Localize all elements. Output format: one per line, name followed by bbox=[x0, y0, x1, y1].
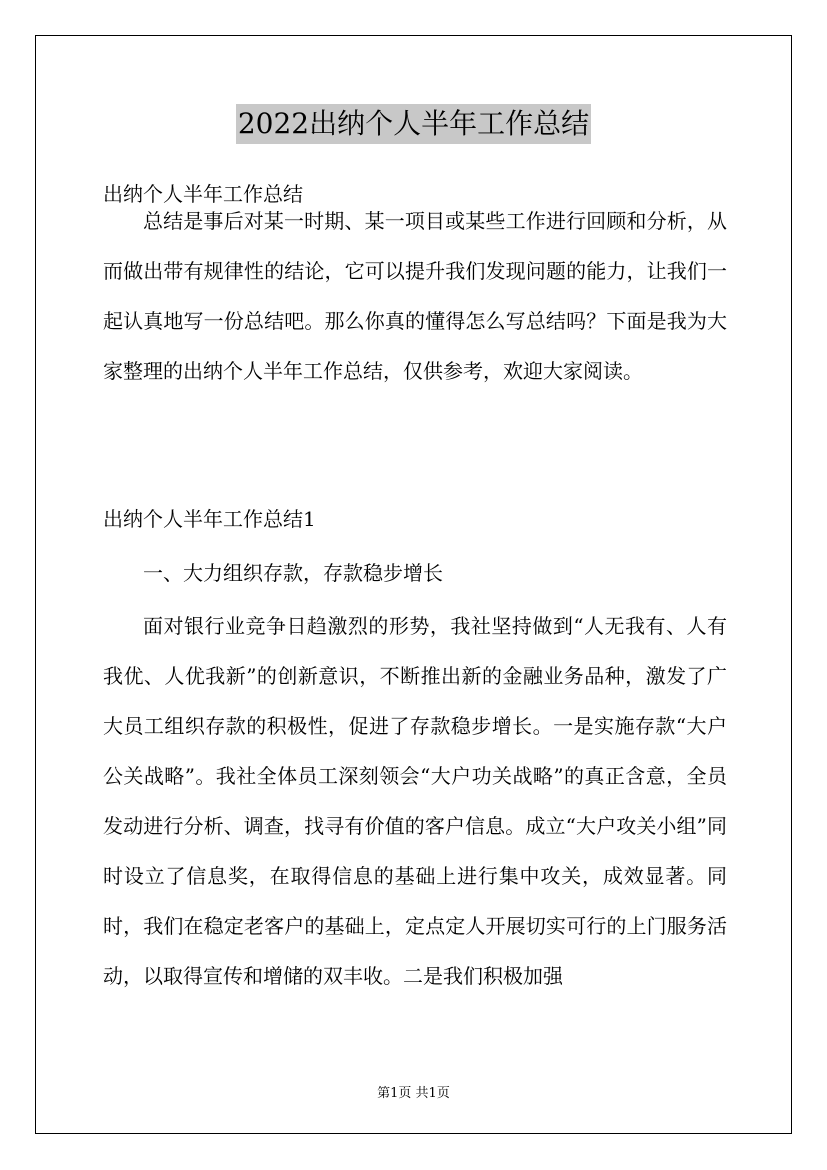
document-subtitle: 出纳个人半年工作总结 bbox=[103, 182, 303, 206]
document-title: 2022出纳个人半年工作总结 bbox=[236, 104, 591, 144]
point-heading: 一、大力组织存款，存款稳步增长 bbox=[143, 561, 443, 585]
body-paragraph: 面对银行业竞争日趋激烈的形势，我社坚持做到“人无我有、人有我优、人优我新”的创新意识，不断推出新的金融业务品种，激发了广大员工组织存款的积极性，促进了存款稳步增长。一是实施存款“大户公关战略”。我社全体员工深刻领会“大户功关战略”的真正含意，全员发动进行分析、调查，找寻有价值的客户信息。成立“大户攻关小组”同时设立了信息奖，在取得信息的基础上进行集中攻关，成效显著。同时，我们在稳定老客户的基础上，定点定人开展切实可行的上门服务活动，以取得宣传和增储的双丰收。二是我们积极加强 bbox=[103, 614, 727, 988]
page-footer: 第1页 共1页 bbox=[377, 1086, 450, 1101]
intro-paragraph: 总结是事后对某一时期、某一项目或某些工作进行回顾和分析，从而做出带有规律性的结论，它可以提升我们发现问题的能力，让我们一起认真地写一份总结吧。那么你真的懂得怎么写总结吗？下面是我为大家整理的出纳个人半年工作总结，仅供参考，欢迎大家阅读。 bbox=[103, 209, 727, 383]
document-title-wrap bbox=[0, 104, 827, 144]
section-heading: 出纳个人半年工作总结1 bbox=[103, 507, 316, 531]
